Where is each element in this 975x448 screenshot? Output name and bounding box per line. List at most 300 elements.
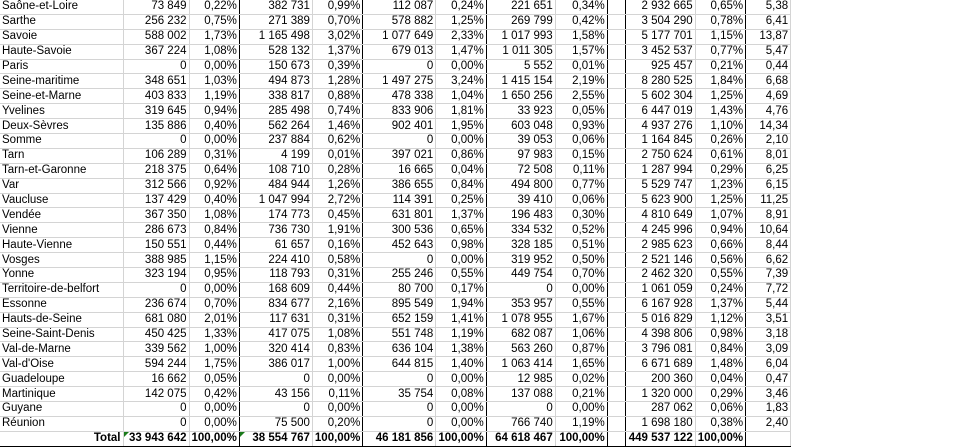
value-cell[interactable]: 353 957 (486, 297, 555, 312)
value-cell[interactable]: 3,02% (312, 29, 362, 44)
department-name-cell[interactable]: Vaucluse (0, 193, 123, 208)
value-cell[interactable]: 1 320 000 (625, 387, 695, 402)
department-name-cell[interactable]: Essonne (0, 297, 123, 312)
value-cell[interactable]: 218 375 (123, 163, 189, 178)
value-cell[interactable]: 1 164 845 (625, 134, 695, 149)
value-cell[interactable]: 312 566 (123, 178, 189, 193)
value-cell[interactable]: 0,44% (189, 238, 239, 253)
value-cell[interactable]: 0,94% (695, 223, 745, 238)
value-cell[interactable]: 287 062 (625, 402, 695, 417)
value-cell[interactable]: 386 017 (239, 357, 312, 372)
spacer-cell[interactable] (607, 431, 625, 446)
value-cell[interactable]: 1,75% (189, 357, 239, 372)
value-cell[interactable]: 6 167 928 (625, 297, 695, 312)
value-cell[interactable]: 1,37% (695, 297, 745, 312)
value-cell[interactable]: 1,19% (189, 89, 239, 104)
value-cell[interactable]: 925 457 (625, 59, 695, 74)
value-cell[interactable]: 8,01 (746, 148, 791, 163)
value-cell[interactable]: 0,00% (436, 402, 486, 417)
value-cell[interactable]: 0,50% (555, 253, 607, 268)
spacer-cell[interactable] (607, 327, 625, 342)
value-cell[interactable]: 285 498 (239, 104, 312, 119)
value-cell[interactable]: 8,91 (746, 208, 791, 223)
value-cell[interactable]: 2 462 320 (625, 268, 695, 283)
value-cell[interactable]: 3 504 290 (625, 14, 695, 29)
spacer-cell[interactable] (607, 372, 625, 387)
value-cell[interactable]: 1,67% (555, 312, 607, 327)
value-cell[interactable]: 563 260 (486, 342, 555, 357)
value-cell[interactable]: 13,87 (746, 29, 791, 44)
value-cell[interactable]: 3,46 (746, 387, 791, 402)
department-name-cell[interactable]: Savoie (0, 29, 123, 44)
value-cell[interactable]: 72 508 (486, 163, 555, 178)
value-cell[interactable]: 0,38% (695, 416, 745, 431)
value-cell[interactable]: 736 730 (239, 223, 312, 238)
value-cell[interactable]: 150 551 (123, 238, 189, 253)
value-cell[interactable]: 39 410 (486, 193, 555, 208)
value-cell[interactable]: 0,77% (695, 44, 745, 59)
value-cell[interactable]: 397 021 (363, 148, 436, 163)
department-name-cell[interactable]: Tarn-et-Garonne (0, 163, 123, 178)
value-cell[interactable]: 0,56% (695, 253, 745, 268)
value-cell[interactable]: 16 662 (123, 372, 189, 387)
value-cell[interactable]: 0 (486, 282, 555, 297)
value-cell[interactable]: 118 793 (239, 268, 312, 283)
value-cell[interactable]: 0,00% (189, 416, 239, 431)
value-cell[interactable]: 0 (123, 416, 189, 431)
department-name-cell[interactable]: Paris (0, 59, 123, 74)
value-cell[interactable]: 1 017 993 (486, 29, 555, 44)
value-cell[interactable]: 1,40% (436, 357, 486, 372)
value-cell[interactable]: 1,84% (695, 74, 745, 89)
value-cell[interactable]: 0,44 (746, 59, 791, 74)
value-cell[interactable]: 0 (363, 372, 436, 387)
value-cell[interactable]: 1,03% (189, 74, 239, 89)
value-cell[interactable]: 1,25% (695, 193, 745, 208)
value-cell[interactable]: 0,55% (695, 268, 745, 283)
value-cell[interactable]: 106 289 (123, 148, 189, 163)
value-cell[interactable]: 0,00% (312, 372, 362, 387)
value-cell[interactable]: 588 002 (123, 29, 189, 44)
value-cell[interactable]: 1 077 649 (363, 29, 436, 44)
value-cell[interactable]: 16 665 (363, 163, 436, 178)
value-cell[interactable]: 1,73% (189, 29, 239, 44)
value-cell[interactable]: 3 452 537 (625, 44, 695, 59)
value-cell[interactable]: 0,26% (695, 134, 745, 149)
value-cell[interactable]: 1 165 498 (239, 29, 312, 44)
value-cell[interactable]: 0,22% (189, 0, 239, 14)
value-cell[interactable]: 6,25 (746, 163, 791, 178)
value-cell[interactable]: 339 562 (123, 342, 189, 357)
value-cell[interactable]: 1,41% (436, 312, 486, 327)
value-cell[interactable]: 2,10 (746, 134, 791, 149)
value-cell[interactable]: 0,00% (189, 282, 239, 297)
value-cell[interactable]: 1,94% (436, 297, 486, 312)
value-cell[interactable]: 0,00% (312, 402, 362, 417)
value-cell[interactable]: 4,69 (746, 89, 791, 104)
spacer-cell[interactable] (607, 402, 625, 417)
value-cell[interactable]: 1,15% (695, 29, 745, 44)
value-cell[interactable]: 0,78% (695, 14, 745, 29)
value-cell[interactable]: 403 833 (123, 89, 189, 104)
value-cell[interactable]: 137 429 (123, 193, 189, 208)
department-name-cell[interactable]: Yvelines (0, 104, 123, 119)
department-name-cell[interactable]: Haute-Savoie (0, 44, 123, 59)
value-cell[interactable]: 0,92% (189, 178, 239, 193)
value-cell[interactable]: 100,00% (695, 431, 745, 446)
value-cell[interactable]: 100,00% (189, 431, 239, 446)
value-cell[interactable]: 0,24% (436, 0, 486, 14)
value-cell[interactable]: 452 643 (363, 238, 436, 253)
value-cell[interactable]: 0,65% (695, 0, 745, 14)
value-cell[interactable]: 1,95% (436, 119, 486, 134)
spacer-cell[interactable] (607, 59, 625, 74)
value-cell[interactable]: 46 181 856 (363, 431, 436, 446)
value-cell[interactable]: 0,93% (555, 119, 607, 134)
value-cell[interactable]: 2,01% (189, 312, 239, 327)
department-name-cell[interactable]: Val-d'Oise (0, 357, 123, 372)
spacer-cell[interactable] (607, 163, 625, 178)
value-cell[interactable]: 0,62% (312, 134, 362, 149)
department-name-cell[interactable]: Réunion (0, 416, 123, 431)
value-cell[interactable]: 0 (123, 59, 189, 74)
value-cell[interactable]: 0 (363, 134, 436, 149)
value-cell[interactable]: 1,23% (695, 178, 745, 193)
value-cell[interactable]: 0,25% (436, 193, 486, 208)
spacer-cell[interactable] (607, 253, 625, 268)
value-cell[interactable]: 0,94% (189, 104, 239, 119)
value-cell[interactable]: 0,42% (189, 387, 239, 402)
spacer-cell[interactable] (607, 342, 625, 357)
spacer-cell[interactable] (607, 148, 625, 163)
value-cell[interactable]: 0 (363, 59, 436, 74)
value-cell[interactable]: 6 447 019 (625, 104, 695, 119)
value-cell[interactable]: 0,47 (746, 372, 791, 387)
value-cell[interactable]: 0,01% (312, 148, 362, 163)
value-cell[interactable]: 0 (363, 253, 436, 268)
value-cell[interactable]: 64 618 467 (486, 431, 555, 446)
value-cell[interactable]: 61 657 (239, 238, 312, 253)
value-cell[interactable]: 4 937 276 (625, 119, 695, 134)
value-cell[interactable]: 0,87% (555, 342, 607, 357)
value-cell[interactable]: 0,84% (189, 223, 239, 238)
value-cell[interactable]: 5 552 (486, 59, 555, 74)
value-cell[interactable]: 0,08% (436, 387, 486, 402)
value-cell[interactable]: 14,34 (746, 119, 791, 134)
value-cell[interactable]: 902 401 (363, 119, 436, 134)
value-cell[interactable]: 35 754 (363, 387, 436, 402)
value-cell[interactable]: 1,04% (436, 89, 486, 104)
value-cell[interactable]: 1,83 (746, 402, 791, 417)
value-cell[interactable]: 1,48% (695, 357, 745, 372)
department-name-cell[interactable]: Val-de-Marne (0, 342, 123, 357)
value-cell[interactable]: 256 232 (123, 14, 189, 29)
value-cell[interactable]: 6,41 (746, 14, 791, 29)
value-cell[interactable]: 137 088 (486, 387, 555, 402)
value-cell[interactable]: 5 529 747 (625, 178, 695, 193)
value-cell[interactable]: 1,81% (436, 104, 486, 119)
value-cell[interactable]: 0,40% (189, 119, 239, 134)
value-cell[interactable]: 108 710 (239, 163, 312, 178)
value-cell[interactable]: 1,19% (555, 416, 607, 431)
value-cell[interactable]: 0,31% (312, 312, 362, 327)
value-cell[interactable]: 0,95% (189, 268, 239, 283)
value-cell[interactable]: 2,72% (312, 193, 362, 208)
value-cell[interactable]: 1 698 180 (625, 416, 695, 431)
spacer-cell[interactable] (607, 0, 625, 14)
value-cell[interactable]: 1,38% (436, 342, 486, 357)
department-name-cell[interactable]: Martinique (0, 387, 123, 402)
department-name-cell[interactable]: Guyane (0, 402, 123, 417)
value-cell[interactable]: 0,00% (189, 134, 239, 149)
value-cell[interactable]: 0,55% (436, 268, 486, 283)
value-cell[interactable]: 0,88% (312, 89, 362, 104)
value-cell[interactable]: 3,18 (746, 327, 791, 342)
spacer-cell[interactable] (607, 119, 625, 134)
value-cell[interactable]: 1,08% (312, 327, 362, 342)
spacer-cell[interactable] (607, 193, 625, 208)
value-cell[interactable]: 10,64 (746, 223, 791, 238)
value-cell[interactable]: 1 061 059 (625, 282, 695, 297)
value-cell[interactable]: 6,04 (746, 357, 791, 372)
department-name-cell[interactable]: Vendée (0, 208, 123, 223)
value-cell[interactable]: 0,86% (436, 148, 486, 163)
value-cell[interactable]: 1,15% (189, 253, 239, 268)
value-cell[interactable]: 1,10% (695, 119, 745, 134)
value-cell[interactable]: 382 731 (239, 0, 312, 14)
value-cell[interactable]: 6,62 (746, 253, 791, 268)
value-cell[interactable]: 0,58% (312, 253, 362, 268)
value-cell[interactable]: 5 177 701 (625, 29, 695, 44)
value-cell[interactable]: 1 078 955 (486, 312, 555, 327)
value-cell[interactable]: 114 391 (363, 193, 436, 208)
value-cell[interactable]: 0,83% (312, 342, 362, 357)
value-cell[interactable]: 0,29% (695, 387, 745, 402)
value-cell[interactable]: 0,31% (189, 148, 239, 163)
value-cell[interactable]: 2 521 146 (625, 253, 695, 268)
value-cell[interactable]: 1,43% (695, 104, 745, 119)
value-cell[interactable]: 2,16% (312, 297, 362, 312)
value-cell[interactable]: 0,00% (436, 134, 486, 149)
value-cell[interactable]: 1,12% (695, 312, 745, 327)
value-cell[interactable]: 528 132 (239, 44, 312, 59)
value-cell[interactable]: 895 549 (363, 297, 436, 312)
value-cell[interactable]: 7,39 (746, 268, 791, 283)
value-cell[interactable]: 0,84% (436, 178, 486, 193)
value-cell[interactable]: 0 (123, 282, 189, 297)
value-cell[interactable]: 449 537 122 (625, 431, 695, 446)
value-cell[interactable]: 0,84% (695, 342, 745, 357)
value-cell[interactable]: 1 011 305 (486, 44, 555, 59)
value-cell[interactable]: 1 287 994 (625, 163, 695, 178)
total-label[interactable]: Total (0, 431, 123, 446)
value-cell[interactable]: 494 800 (486, 178, 555, 193)
value-cell[interactable]: 3,09 (746, 342, 791, 357)
department-name-cell[interactable]: Somme (0, 134, 123, 149)
value-cell[interactable]: 97 983 (486, 148, 555, 163)
value-cell[interactable]: 0,34% (555, 0, 607, 14)
value-cell[interactable]: 0,39% (312, 59, 362, 74)
value-cell[interactable]: 0,05% (555, 104, 607, 119)
value-cell[interactable]: 174 773 (239, 208, 312, 223)
value-cell[interactable]: 2,19% (555, 74, 607, 89)
value-cell[interactable]: 5,38 (746, 0, 791, 14)
value-cell[interactable]: 117 631 (239, 312, 312, 327)
value-cell[interactable]: 73 849 (123, 0, 189, 14)
value-cell[interactable]: 0,00% (436, 253, 486, 268)
value-cell[interactable]: 652 159 (363, 312, 436, 327)
value-cell[interactable]: 100,00% (555, 431, 607, 446)
value-cell[interactable]: 2,40 (746, 416, 791, 431)
department-name-cell[interactable]: Sarthe (0, 14, 123, 29)
value-cell[interactable]: 1,00% (312, 357, 362, 372)
value-cell[interactable]: 237 884 (239, 134, 312, 149)
value-cell[interactable]: 255 246 (363, 268, 436, 283)
value-cell[interactable]: 0,74% (312, 104, 362, 119)
value-cell[interactable]: 0,70% (312, 14, 362, 29)
department-name-cell[interactable]: Vosges (0, 253, 123, 268)
value-cell[interactable]: 319 645 (123, 104, 189, 119)
value-cell[interactable]: 1,46% (312, 119, 362, 134)
value-cell[interactable]: 1,07% (695, 208, 745, 223)
spacer-cell[interactable] (607, 74, 625, 89)
value-cell[interactable]: 4 245 996 (625, 223, 695, 238)
value-cell[interactable]: 681 080 (123, 312, 189, 327)
value-cell[interactable]: 1,25% (436, 14, 486, 29)
department-name-cell[interactable]: Guadeloupe (0, 372, 123, 387)
department-name-cell[interactable]: Yonne (0, 268, 123, 283)
spacer-cell[interactable] (607, 312, 625, 327)
value-cell[interactable]: 0,98% (436, 238, 486, 253)
value-cell[interactable]: 3,51 (746, 312, 791, 327)
spacer-cell[interactable] (607, 29, 625, 44)
value-cell[interactable]: 631 801 (363, 208, 436, 223)
value-cell[interactable]: 168 609 (239, 282, 312, 297)
value-cell[interactable]: 0,04% (695, 372, 745, 387)
value-cell[interactable]: 8 280 525 (625, 74, 695, 89)
value-cell[interactable]: 0,64% (189, 163, 239, 178)
value-cell[interactable]: 0,24% (695, 282, 745, 297)
value-cell[interactable]: 4 810 649 (625, 208, 695, 223)
value-cell[interactable]: 0,04% (436, 163, 486, 178)
value-cell[interactable]: 1 415 154 (486, 74, 555, 89)
department-name-cell[interactable]: Deux-Sèvres (0, 119, 123, 134)
value-cell[interactable]: 0,70% (189, 297, 239, 312)
value-cell[interactable]: 33 943 642 (123, 431, 189, 446)
value-cell[interactable]: 0,77% (555, 178, 607, 193)
value-cell[interactable]: 0,00% (189, 59, 239, 74)
value-cell[interactable]: 0,51% (555, 238, 607, 253)
value-cell[interactable]: 135 886 (123, 119, 189, 134)
value-cell[interactable]: 551 748 (363, 327, 436, 342)
value-cell[interactable]: 1,06% (555, 327, 607, 342)
value-cell[interactable]: 300 536 (363, 223, 436, 238)
value-cell[interactable]: 636 104 (363, 342, 436, 357)
value-cell[interactable]: 1,25% (695, 89, 745, 104)
value-cell[interactable]: 0,98% (695, 327, 745, 342)
value-cell[interactable]: 1 047 994 (239, 193, 312, 208)
value-cell[interactable]: 0 (239, 372, 312, 387)
value-cell[interactable]: 150 673 (239, 59, 312, 74)
value-cell[interactable]: 0,17% (436, 282, 486, 297)
value-cell[interactable]: 271 389 (239, 14, 312, 29)
value-cell[interactable]: 0 (239, 402, 312, 417)
value-cell[interactable]: 1,47% (436, 44, 486, 59)
value-cell[interactable]: 221 651 (486, 0, 555, 14)
department-name-cell[interactable]: Seine-Saint-Denis (0, 327, 123, 342)
value-cell[interactable]: 644 815 (363, 357, 436, 372)
spacer-cell[interactable] (607, 357, 625, 372)
value-cell[interactable]: 0,61% (695, 148, 745, 163)
value-cell[interactable]: 0,21% (695, 59, 745, 74)
value-cell[interactable]: 11,25 (746, 193, 791, 208)
value-cell[interactable]: 766 740 (486, 416, 555, 431)
value-cell[interactable]: 0 (363, 416, 436, 431)
value-cell[interactable]: 334 532 (486, 223, 555, 238)
value-cell[interactable]: 0,75% (189, 14, 239, 29)
value-cell[interactable]: 4,76 (746, 104, 791, 119)
spacer-cell[interactable] (607, 387, 625, 402)
value-cell[interactable]: 5 602 304 (625, 89, 695, 104)
spacer-cell[interactable] (607, 297, 625, 312)
value-cell[interactable]: 449 754 (486, 268, 555, 283)
value-cell[interactable]: 0,02% (555, 372, 607, 387)
value-cell[interactable]: 0,16% (312, 238, 362, 253)
value-cell[interactable]: 0 (123, 134, 189, 149)
spacer-cell[interactable] (607, 223, 625, 238)
value-cell[interactable]: 0,06% (695, 402, 745, 417)
value-cell[interactable]: 388 985 (123, 253, 189, 268)
department-name-cell[interactable]: Var (0, 178, 123, 193)
value-cell[interactable]: 0 (123, 402, 189, 417)
value-cell[interactable]: 0,45% (312, 208, 362, 223)
value-cell[interactable]: 0,00% (436, 416, 486, 431)
value-cell[interactable]: 417 075 (239, 327, 312, 342)
value-cell[interactable]: 80 700 (363, 282, 436, 297)
value-cell[interactable]: 2 985 623 (625, 238, 695, 253)
spacer-cell[interactable] (607, 134, 625, 149)
spacer-cell[interactable] (607, 416, 625, 431)
value-cell[interactable]: 0,21% (555, 387, 607, 402)
value-cell[interactable]: 0,52% (555, 223, 607, 238)
value-cell[interactable]: 1,65% (555, 357, 607, 372)
spacer-cell[interactable] (607, 282, 625, 297)
value-cell[interactable]: 0,15% (555, 148, 607, 163)
value-cell[interactable]: 3 796 081 (625, 342, 695, 357)
value-cell[interactable]: 1,91% (312, 223, 362, 238)
value-cell[interactable]: 4 199 (239, 148, 312, 163)
value-cell[interactable]: 0,44% (312, 282, 362, 297)
value-cell[interactable]: 0,06% (555, 134, 607, 149)
spacer-cell[interactable] (607, 44, 625, 59)
value-cell[interactable]: 1,57% (555, 44, 607, 59)
value-cell[interactable]: 39 053 (486, 134, 555, 149)
value-cell[interactable]: 0,00% (555, 282, 607, 297)
value-cell[interactable]: 100,00% (436, 431, 486, 446)
spacer-cell[interactable] (607, 178, 625, 193)
department-name-cell[interactable]: Seine-maritime (0, 74, 123, 89)
value-cell[interactable]: 323 194 (123, 268, 189, 283)
value-cell[interactable]: 1,26% (312, 178, 362, 193)
value-cell[interactable]: 1,37% (436, 208, 486, 223)
department-name-cell[interactable]: Territoire-de-belfort (0, 282, 123, 297)
value-cell[interactable]: 269 799 (486, 14, 555, 29)
value-cell[interactable]: 0,05% (189, 372, 239, 387)
value-cell[interactable] (746, 431, 791, 446)
value-cell[interactable]: 0,28% (312, 163, 362, 178)
value-cell[interactable]: 8,44 (746, 238, 791, 253)
value-cell[interactable]: 1,19% (436, 327, 486, 342)
